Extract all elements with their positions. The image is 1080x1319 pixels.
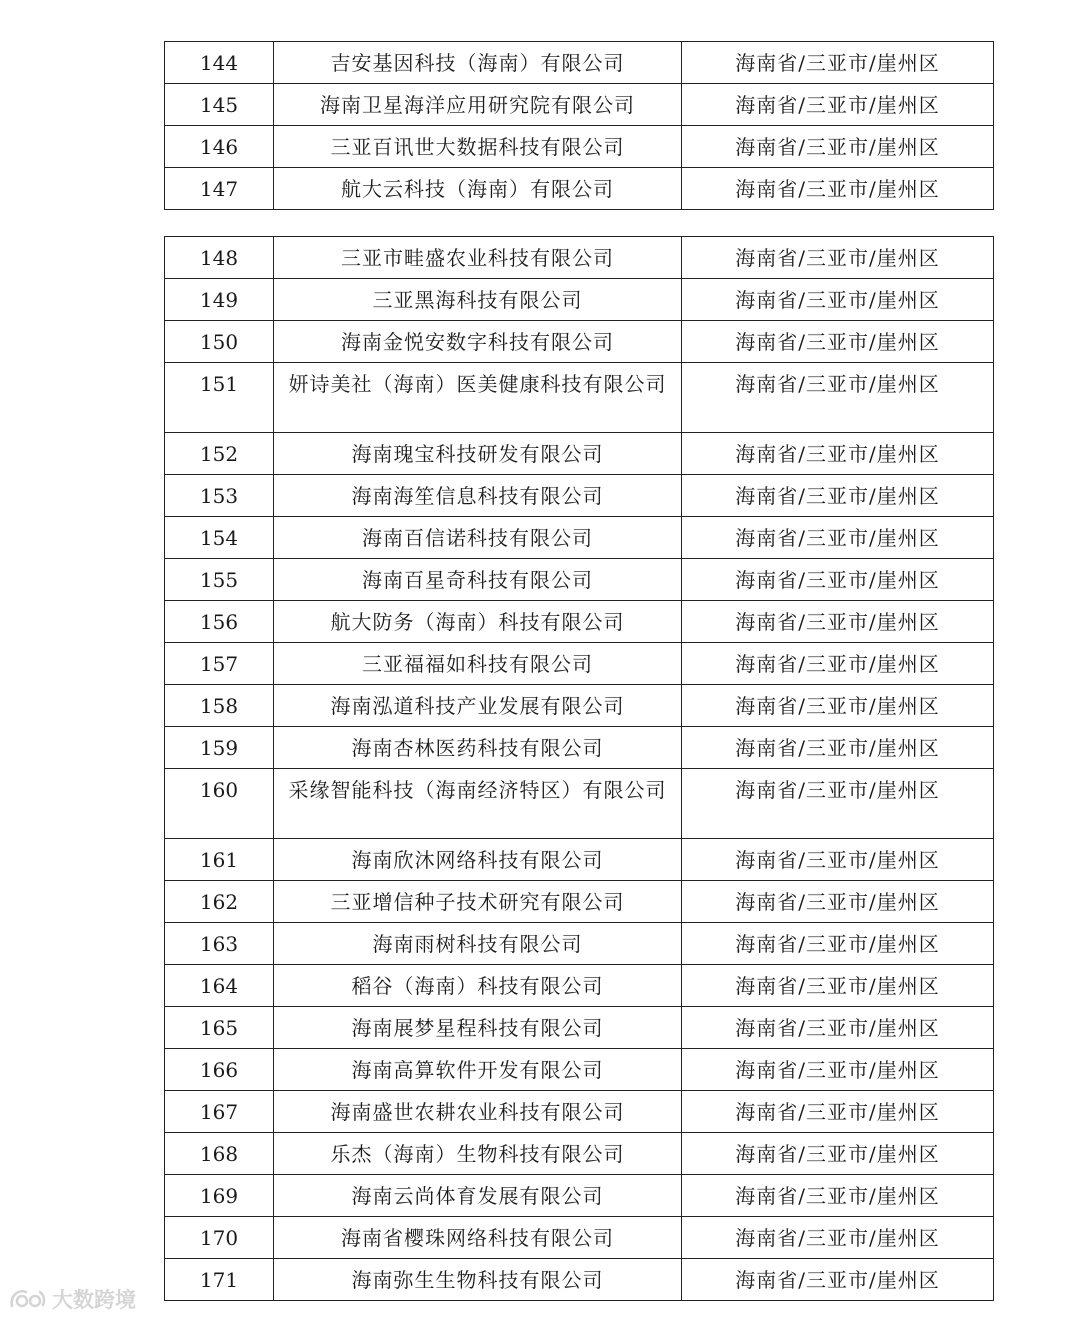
table-row	[165, 559, 994, 601]
company-name: 航大防务（海南）科技有限公司	[274, 601, 682, 643]
table-row	[165, 517, 994, 559]
location: 海南省/三亚市/崖州区	[682, 1007, 994, 1049]
cross-border-logo-icon	[8, 1286, 46, 1312]
table-row	[165, 1217, 994, 1259]
row-number: 162	[165, 881, 274, 923]
table-row	[165, 279, 994, 321]
row-number: 166	[165, 1049, 274, 1091]
row-number: 158	[165, 685, 274, 727]
company-name: 妍诗美社（海南）医美健康科技有限公司	[274, 363, 682, 433]
company-name: 海南展梦星程科技有限公司	[274, 1007, 682, 1049]
row-number: 145	[165, 84, 274, 126]
company-name: 三亚增信种子技术研究有限公司	[274, 881, 682, 923]
company-name: 海南金悦安数字科技有限公司	[274, 321, 682, 363]
row-number: 146	[165, 126, 274, 168]
table-row	[165, 1133, 994, 1175]
company-name: 海南盛世农耕农业科技有限公司	[274, 1091, 682, 1133]
row-number: 164	[165, 965, 274, 1007]
row-number: 147	[165, 168, 274, 210]
location: 海南省/三亚市/崖州区	[682, 727, 994, 769]
company-name: 海南百星奇科技有限公司	[274, 559, 682, 601]
table-row	[165, 42, 994, 84]
company-name: 海南泓道科技产业发展有限公司	[274, 685, 682, 727]
company-name: 海南欣沐网络科技有限公司	[274, 839, 682, 881]
company-name: 海南百信诺科技有限公司	[274, 517, 682, 559]
watermark	[8, 1284, 136, 1314]
table-row	[165, 769, 994, 839]
row-number: 154	[165, 517, 274, 559]
location: 海南省/三亚市/崖州区	[682, 1049, 994, 1091]
location: 海南省/三亚市/崖州区	[682, 685, 994, 727]
row-number: 150	[165, 321, 274, 363]
location: 海南省/三亚市/崖州区	[682, 1133, 994, 1175]
company-table-2	[164, 236, 994, 1301]
company-name: 乐杰（海南）生物科技有限公司	[274, 1133, 682, 1175]
table-row	[165, 126, 994, 168]
company-name: 三亚百讯世大数据科技有限公司	[274, 126, 682, 168]
location: 海南省/三亚市/崖州区	[682, 1217, 994, 1259]
row-number: 170	[165, 1217, 274, 1259]
company-name: 海南瑰宝科技研发有限公司	[274, 433, 682, 475]
company-name: 采缘智能科技（海南经济特区）有限公司	[274, 769, 682, 839]
location: 海南省/三亚市/崖州区	[682, 321, 994, 363]
table-row	[165, 363, 994, 433]
table-row	[165, 475, 994, 517]
location: 海南省/三亚市/崖州区	[682, 279, 994, 321]
location: 海南省/三亚市/崖州区	[682, 923, 994, 965]
location: 海南省/三亚市/崖州区	[682, 1259, 994, 1301]
row-number: 144	[165, 42, 274, 84]
company-name: 海南弥生生物科技有限公司	[274, 1259, 682, 1301]
row-number: 163	[165, 923, 274, 965]
table-row	[165, 881, 994, 923]
company-name: 海南杏林医药科技有限公司	[274, 727, 682, 769]
location: 海南省/三亚市/崖州区	[682, 84, 994, 126]
row-number: 157	[165, 643, 274, 685]
row-number: 148	[165, 237, 274, 279]
location: 海南省/三亚市/崖州区	[682, 601, 994, 643]
row-number: 151	[165, 363, 274, 433]
table-row	[165, 1175, 994, 1217]
row-number: 156	[165, 601, 274, 643]
location: 海南省/三亚市/崖州区	[682, 839, 994, 881]
company-name: 吉安基因科技（海南）有限公司	[274, 42, 682, 84]
location: 海南省/三亚市/崖州区	[682, 559, 994, 601]
location: 海南省/三亚市/崖州区	[682, 517, 994, 559]
location: 海南省/三亚市/崖州区	[682, 1175, 994, 1217]
location: 海南省/三亚市/崖州区	[682, 433, 994, 475]
row-number: 167	[165, 1091, 274, 1133]
row-number: 161	[165, 839, 274, 881]
row-number: 149	[165, 279, 274, 321]
table-row	[165, 923, 994, 965]
company-name: 海南雨树科技有限公司	[274, 923, 682, 965]
company-name: 海南云尚体育发展有限公司	[274, 1175, 682, 1217]
location: 海南省/三亚市/崖州区	[682, 475, 994, 517]
table-row	[165, 727, 994, 769]
location: 海南省/三亚市/崖州区	[682, 126, 994, 168]
table-row	[165, 321, 994, 363]
location: 海南省/三亚市/崖州区	[682, 769, 994, 839]
location: 海南省/三亚市/崖州区	[682, 1091, 994, 1133]
table-row	[165, 1091, 994, 1133]
company-table-1	[164, 41, 994, 210]
company-name: 三亚市畦盛农业科技有限公司	[274, 237, 682, 279]
location: 海南省/三亚市/崖州区	[682, 643, 994, 685]
company-name: 航大云科技（海南）有限公司	[274, 168, 682, 210]
row-number: 168	[165, 1133, 274, 1175]
table-row	[165, 965, 994, 1007]
row-number: 153	[165, 475, 274, 517]
location: 海南省/三亚市/崖州区	[682, 363, 994, 433]
company-name: 海南高算软件开发有限公司	[274, 1049, 682, 1091]
company-name: 稻谷（海南）科技有限公司	[274, 965, 682, 1007]
table-row	[165, 839, 994, 881]
location: 海南省/三亚市/崖州区	[682, 881, 994, 923]
table-row	[165, 1259, 994, 1301]
watermark-text: 大数跨境	[52, 1288, 136, 1312]
company-name: 海南卫星海洋应用研究院有限公司	[274, 84, 682, 126]
table-row	[165, 1049, 994, 1091]
table-row	[165, 84, 994, 126]
location: 海南省/三亚市/崖州区	[682, 965, 994, 1007]
table-row	[165, 685, 994, 727]
row-number: 160	[165, 769, 274, 839]
row-number: 171	[165, 1259, 274, 1301]
table-body	[165, 42, 994, 210]
table-body	[165, 237, 994, 1301]
row-number: 152	[165, 433, 274, 475]
row-number: 165	[165, 1007, 274, 1049]
row-number: 169	[165, 1175, 274, 1217]
location: 海南省/三亚市/崖州区	[682, 237, 994, 279]
company-name: 三亚黑海科技有限公司	[274, 279, 682, 321]
company-name: 海南海笙信息科技有限公司	[274, 475, 682, 517]
location: 海南省/三亚市/崖州区	[682, 168, 994, 210]
company-name: 海南省樱珠网络科技有限公司	[274, 1217, 682, 1259]
table-row	[165, 643, 994, 685]
row-number: 155	[165, 559, 274, 601]
row-number: 159	[165, 727, 274, 769]
company-name: 三亚福福如科技有限公司	[274, 643, 682, 685]
table-row	[165, 1007, 994, 1049]
location: 海南省/三亚市/崖州区	[682, 42, 994, 84]
table-row	[165, 433, 994, 475]
table-row	[165, 237, 994, 279]
table-row	[165, 168, 994, 210]
table-row	[165, 601, 994, 643]
